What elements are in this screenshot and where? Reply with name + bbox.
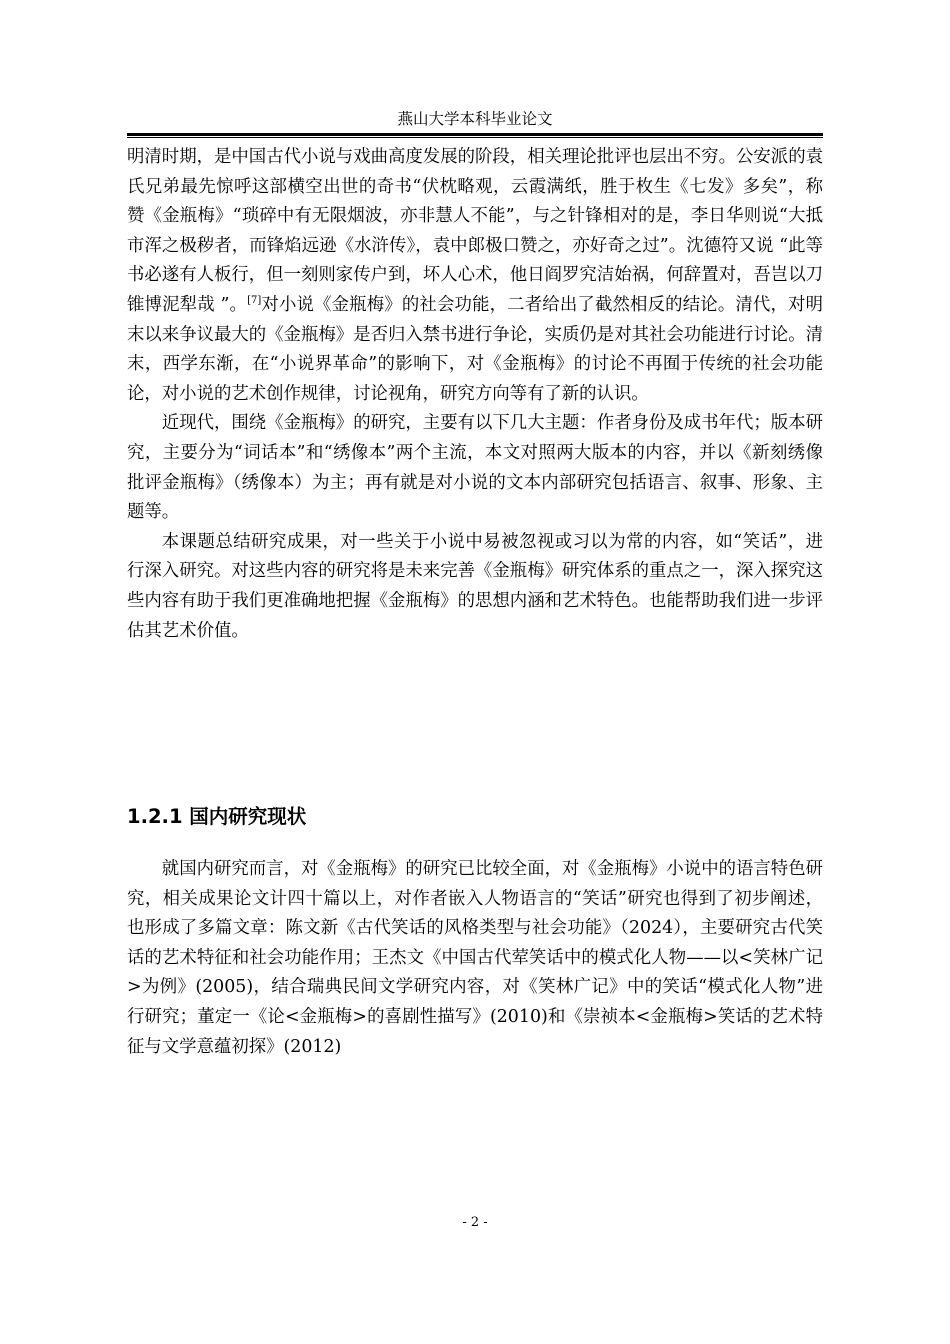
header-rule-thick xyxy=(127,133,823,136)
paragraph-text: 明清时期，是中国古代小说与戏曲高度发展的阶段，相关理论批评也层出不穷。公安派的袁氏兄弟最先惊呼这部横空出世的奇书“伏枕略观，云霞满纸，胜于枚生《七发》多矣”，称赞《金瓶梅》“琐碎中有无限烟波，亦非慧人不能”，与之针锋相对的是，李日华则说“大抵市浑之极秽者，而锋焰远逊《水浒传》，袁中郎极口赞之，亦好奇之过”。沈德符又说 “此等书必遂有人板行，但一刻则家传户到，坏人心术，他日阎罗究洁始祸，何辞置对，吾岂以刀锥博泥犁哉 ”。 xyxy=(127,147,823,315)
running-header-title: 燕山大学本科毕业论文 xyxy=(397,110,553,128)
body-text-lower xyxy=(127,855,823,1062)
header-rule-thin xyxy=(127,137,823,138)
paragraph-topic-summary: 本课题总结研究成果，对一些关于小说中易被忽视或习以为常的内容，如“笑话”，进行深入研究。对这些内容的研究将是未来完善《金瓶梅》研究体系的重点之一，深入探究这些内容有助于我们更准确地把握《金瓶梅》的思想内涵和艺术特色。也能帮助我们进一步评估其艺术价值。 xyxy=(127,531,823,641)
body-text-upper xyxy=(127,143,823,646)
citation-reference: [7] xyxy=(247,294,262,306)
section-heading: 1.2.1 国内研究现状 xyxy=(127,805,307,828)
paragraph-ming-qing xyxy=(127,143,823,409)
paragraph-modern-research: 近现代，围绕《金瓶梅》的研究，主要有以下几大主题：作者身份及成书年代；版本研究，主要分为“词话本”和“绣像本”两个主流，本文对照两大版本的内容，并以《新刻绣像批评金瓶梅》（绣像本）为主；再有就是对小说的文本内部研究包括语言、叙事、形象、主题等。 xyxy=(127,413,823,523)
paragraph-text: 对小说《金瓶梅》的社会功能，二者给出了截然相反的结论。清代，对明末以来争议最大的《金瓶梅》是否归入禁书进行争论，实质仍是对其社会功能进行讨论。清末，西学东渐，在“小说界革命”的影响下，对《金瓶梅》的讨论不再囿于传统的社会功能论，对小说的艺术创作规律，讨论视角，研究方向等有了新的认识。 xyxy=(127,294,823,404)
page-number: - 2 - xyxy=(462,1215,488,1230)
paragraph-domestic-research: 就国内研究而言，对《金瓶梅》的研究已比较全面，对《金瓶梅》小说中的语言特色研究，相关成果论文计四十篇以上，对作者嵌入人物语言的“笑话”研究也得到了初步阐述，也形成了多篇文章：陈文新《古代笑话的风格类型与社会功能》（2024），主要研究古代笑话的艺术特征和社会功能作用；王杰文《中国古代荤笑话中的模式化人物——以<笑林广记>为例》(2005)，结合瑞典民间文学研究内容，对《笑林广记》中的笑话“模式化人物”进行研究；董定一《论<金瓶梅>的喜剧性描写》(2010)和《崇祯本<金瓶梅>笑话的艺术特征与文学意蕴初探》(2012) xyxy=(127,859,823,1057)
